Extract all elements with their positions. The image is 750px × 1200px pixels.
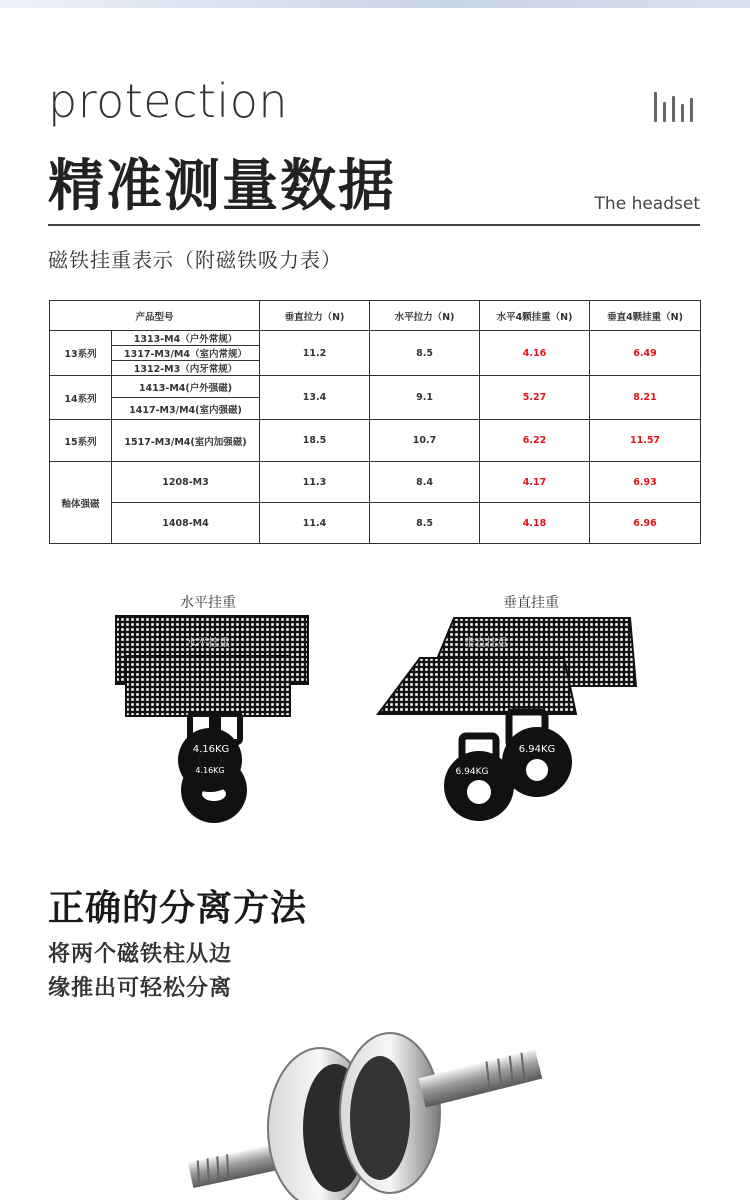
top-accent-bar xyxy=(0,0,750,8)
board-text: 垂直挂重 xyxy=(464,636,508,649)
header-vertical: 垂直拉力（N) xyxy=(260,301,370,331)
model-cell: 1313-M4（户外常规） xyxy=(112,331,260,346)
header-model: 产品型号 xyxy=(50,301,260,331)
h4-cell: 4.18 xyxy=(480,503,590,544)
vertical-cell: 11.2 xyxy=(260,331,370,376)
horizontal-cell: 8.4 xyxy=(370,462,480,503)
v4-cell: 11.57 xyxy=(590,420,701,462)
vertical-cell: 11.3 xyxy=(260,462,370,503)
series-cell: 釉体强磁 xyxy=(50,462,112,544)
separation-line: 将两个磁铁柱从边 xyxy=(48,942,233,967)
h4-cell: 5.27 xyxy=(480,376,590,420)
model-cell: 1408-M4 xyxy=(112,503,260,544)
vertical-cell: 11.4 xyxy=(260,503,370,544)
section-subtitle: 磁铁挂重表示（附磁铁吸力表） xyxy=(48,248,342,272)
header-horizontal: 水平拉力（N) xyxy=(370,301,480,331)
h4-cell: 4.16 xyxy=(480,331,590,376)
eyebrow-text: protection xyxy=(48,74,288,128)
magnet-pair-photo xyxy=(170,1018,560,1200)
model-cell: 1312-M3（内牙常规） xyxy=(112,361,260,376)
table-row xyxy=(50,503,701,544)
vertical-cell: 18.5 xyxy=(260,420,370,462)
table-row xyxy=(50,376,701,398)
separation-description xyxy=(48,938,232,1006)
weight-label-front: 6.94KG xyxy=(518,744,556,755)
series-cell: 15系列 xyxy=(50,420,112,462)
weight-label-back: 6.94KG xyxy=(455,767,489,777)
weight-label-back: 4.16KG xyxy=(195,766,225,775)
v4-cell: 6.93 xyxy=(590,462,701,503)
vertical-cell: 13.4 xyxy=(260,376,370,420)
table-row xyxy=(50,331,701,346)
series-cell: 13系列 xyxy=(50,331,112,376)
model-cell: 1413-M4(户外强磁) xyxy=(112,376,260,398)
vertical-hanging-diagram xyxy=(374,612,646,827)
horizontal-hanging-diagram xyxy=(110,612,320,827)
v4-cell: 8.21 xyxy=(590,376,701,420)
table-header-row xyxy=(50,301,701,331)
horizontal-diagram-label: 水平挂重 xyxy=(180,595,236,611)
divider xyxy=(48,224,700,226)
horizontal-cell: 9.1 xyxy=(370,376,480,420)
model-cell: 1208-M3 xyxy=(112,462,260,503)
model-cell: 1417-M3/M4(室内强磁) xyxy=(112,398,260,420)
h4-cell: 4.17 xyxy=(480,462,590,503)
h4-cell: 6.22 xyxy=(480,420,590,462)
header-h4: 水平4颗挂重（N) xyxy=(480,301,590,331)
separation-title: 正确的分离方法 xyxy=(48,888,308,929)
tagline: The headset xyxy=(594,194,700,214)
horizontal-cell: 10.7 xyxy=(370,420,480,462)
horizontal-cell: 8.5 xyxy=(370,331,480,376)
table-row xyxy=(50,420,701,462)
vertical-diagram-label: 垂直挂重 xyxy=(503,595,559,611)
sound-bars-icon xyxy=(654,92,700,122)
model-cell: 1517-M3/M4(室内加强磁) xyxy=(112,420,260,462)
weight-label-front: 4.16KG xyxy=(192,744,230,755)
v4-cell: 6.49 xyxy=(590,331,701,376)
board-text: 水平挂重 xyxy=(186,636,230,649)
page-title: 精准测量数据 xyxy=(48,154,396,219)
separation-line: 缘推出可轻松分离 xyxy=(48,976,233,1001)
series-cell: 14系列 xyxy=(50,376,112,420)
spec-table xyxy=(49,300,701,544)
model-cell: 1317-M3/M4（室内常规） xyxy=(112,346,260,361)
v4-cell: 6.96 xyxy=(590,503,701,544)
table-row xyxy=(50,462,701,503)
header-v4: 垂直4颗挂重（N) xyxy=(590,301,701,331)
horizontal-cell: 8.5 xyxy=(370,503,480,544)
